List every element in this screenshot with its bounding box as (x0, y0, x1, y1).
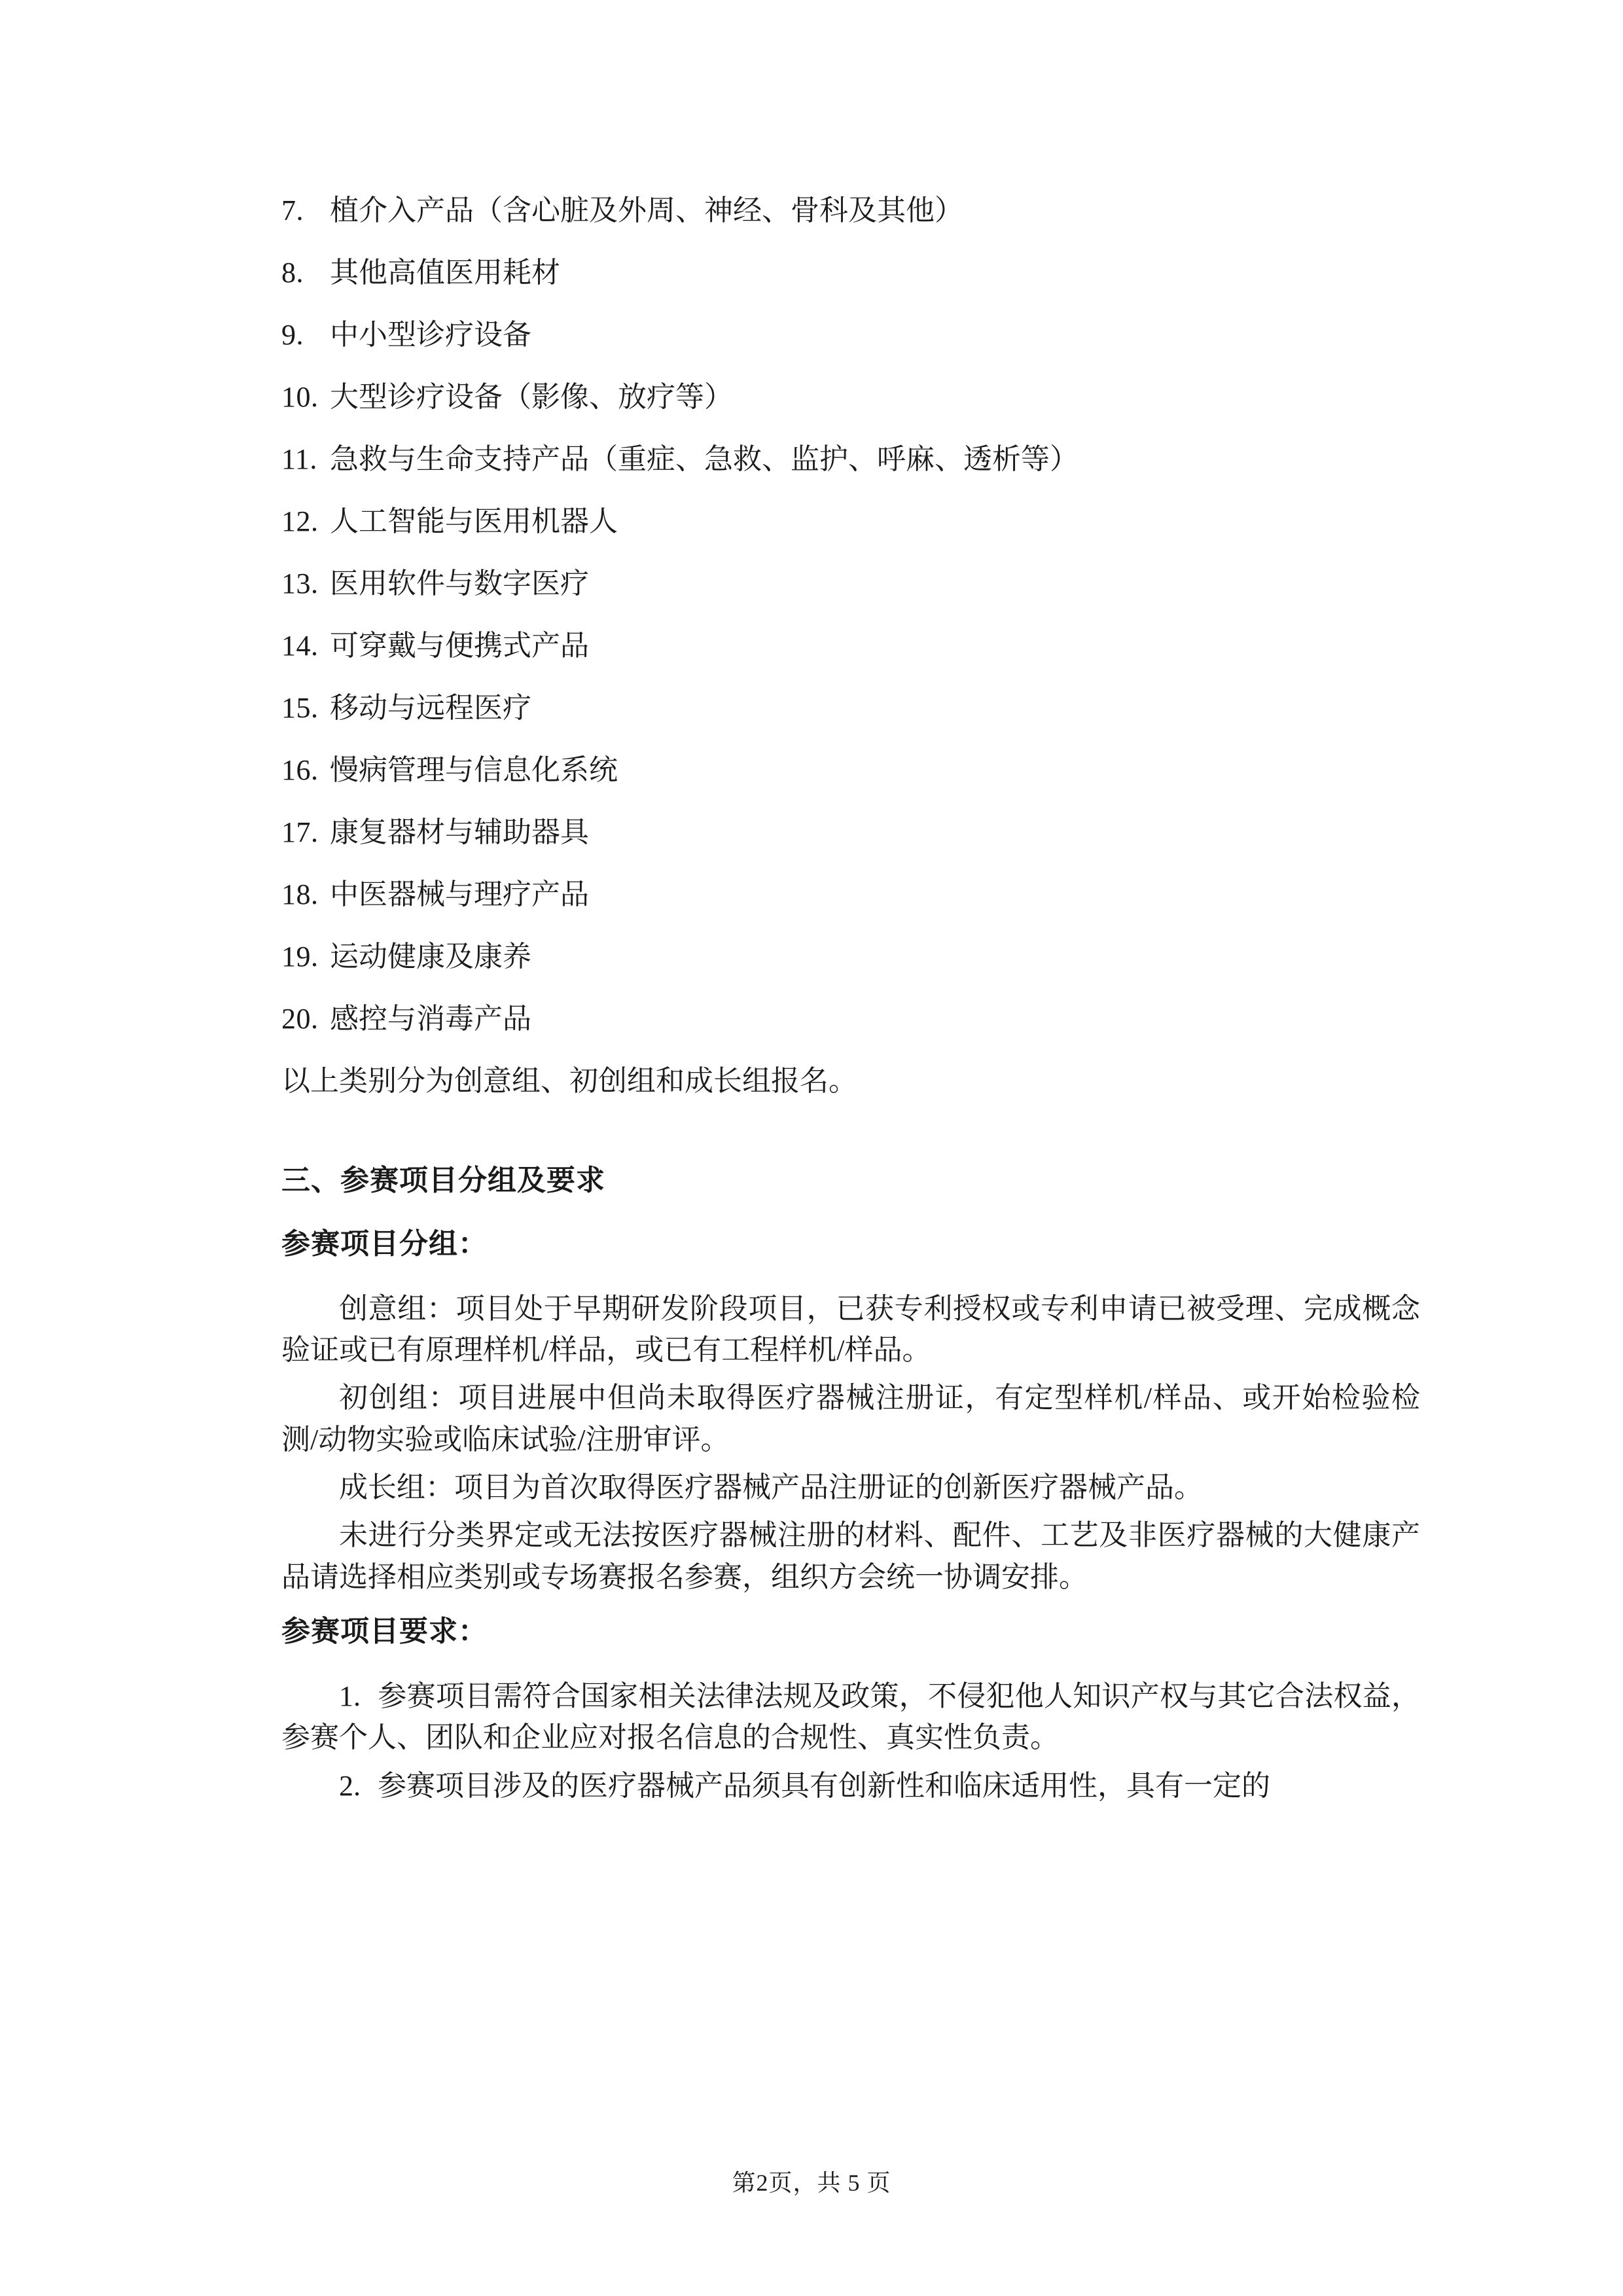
list-item (281, 445, 1420, 474)
list-item-number: 18. (281, 878, 319, 910)
list-item (281, 942, 1420, 971)
list-item (281, 259, 1420, 287)
list-item (281, 818, 1420, 847)
requirement-item-1 (281, 1676, 1420, 1759)
list-item-label: 运动健康及康养 (330, 941, 531, 973)
list-item-number: 7. (281, 194, 304, 226)
list-item-label: 医用软件与数字医疗 (330, 567, 589, 600)
list-item (281, 1005, 1420, 1033)
page-content (281, 196, 1420, 1806)
list-item-label: 康复器材与辅助器具 (330, 816, 589, 848)
list-item-label: 移动与远程医疗 (330, 692, 531, 724)
group-subheading: 参赛项目分组： (281, 1227, 488, 1260)
list-item-label: 感控与消毒产品 (330, 1003, 531, 1035)
list-item-label: 慢病管理与信息化系统 (330, 754, 618, 786)
list-item-number: 11. (281, 443, 317, 475)
category-list (281, 196, 1420, 1033)
requirement-text: 参赛项目涉及的医疗器械产品须具有创新性和临床适用性，具有一定的 (378, 1769, 1270, 1802)
list-item (281, 632, 1420, 660)
list-item-number: 16. (281, 754, 319, 786)
group-paragraph-growth: 成长组：项目为首次取得医疗器械产品注册证的创新医疗器械产品。 (339, 1471, 1203, 1504)
list-item-number: 15. (281, 692, 319, 724)
list-item (281, 880, 1420, 909)
list-item-label: 可穿戴与便携式产品 (330, 630, 589, 662)
list-item (281, 507, 1420, 536)
requirement-text: 参赛项目需符合国家相关法律法规及政策，不侵犯他人知识产权与其它合法权益，参赛个人、团队和企业应对报名信息的合规性、真实性负责。 (281, 1679, 1420, 1754)
page-footer: 第2页，共 5 页 (732, 2170, 891, 2196)
list-item-number: 8. (281, 257, 304, 289)
list-item (281, 569, 1420, 598)
list-item (281, 383, 1420, 412)
list-item (281, 756, 1420, 785)
requirement-number: 2. (339, 1769, 361, 1802)
requirement-item-2 (281, 1765, 1420, 1806)
category-summary: 以上类别分为创意组、初创组和成长组报名。 (281, 1065, 857, 1097)
requirement-subheading: 参赛项目要求： (281, 1615, 488, 1648)
group-paragraph-other: 未进行分类界定或无法按医疗器械注册的材料、配件、工艺及非医疗器械的大健康产品请选择相应类别或专场赛报名参赛，组织方会统一协调安排。 (281, 1519, 1420, 1593)
list-item-number: 17. (281, 816, 319, 848)
list-item-number: 14. (281, 630, 319, 662)
list-item-label: 急救与生命支持产品（重症、急救、监护、呼麻、透析等） (330, 443, 1079, 475)
group-paragraph-idea: 创意组：项目处于早期研发阶段项目，已获专利授权或专利申请已被受理、完成概念验证或已有原理样机/样品，或已有工程样机/样品。 (281, 1292, 1420, 1366)
section-heading: 三、参赛项目分组及要求 (281, 1164, 605, 1196)
list-item (281, 196, 1420, 225)
list-item (281, 321, 1420, 350)
requirement-number: 1. (339, 1679, 361, 1712)
section-spacer (281, 1096, 1420, 1164)
list-item-number: 20. (281, 1003, 319, 1035)
list-item-label: 大型诊疗设备（影像、放疗等） (330, 381, 733, 413)
group-paragraph-startup: 初创组：项目进展中但尚未取得医疗器械注册证，有定型样机/样品、或开始检验检测/动物实验或临床试验/注册审评。 (281, 1382, 1420, 1456)
list-item (281, 694, 1420, 723)
list-item-number: 12. (281, 505, 319, 537)
list-item-label: 其他高值医用耗材 (330, 257, 560, 289)
list-item-label: 中小型诊疗设备 (330, 319, 531, 351)
list-item-number: 19. (281, 941, 319, 973)
list-item-number: 9. (281, 319, 304, 351)
list-item-label: 中医器械与理疗产品 (330, 878, 589, 910)
list-item-number: 10. (281, 381, 319, 413)
list-item-number: 13. (281, 567, 319, 600)
list-item-label: 植介入产品（含心脏及外周、神经、骨科及其他） (330, 194, 963, 226)
list-item-label: 人工智能与医用机器人 (330, 505, 618, 537)
